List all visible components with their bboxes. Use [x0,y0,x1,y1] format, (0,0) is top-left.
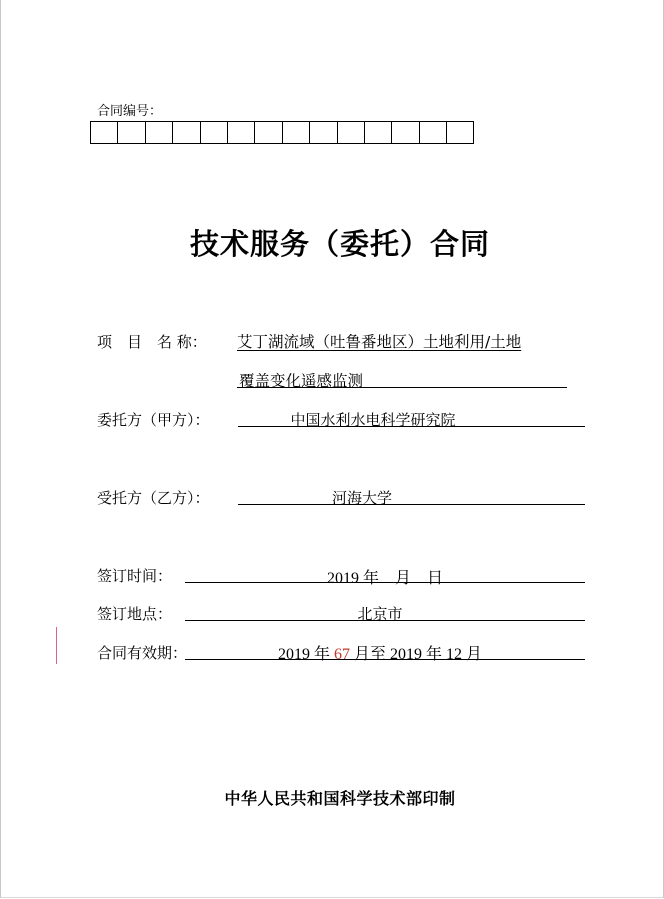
contract-number-cell[interactable] [201,121,228,144]
footer-printer: 中华人民共和国科学技术部印制 [224,789,456,808]
validity-value [185,641,575,664]
contract-number-cell[interactable] [283,121,310,144]
validity-label: 合同有效期： [97,644,188,662]
client-value: 中国水利水电科学研究院 [290,411,456,429]
contract-number-cell[interactable] [420,121,447,144]
project-name-underline [237,387,567,388]
contract-number-cell[interactable] [173,121,200,144]
document-title: 技术服务（委托）合同 [189,227,490,261]
project-name-line1: 艾丁湖流域（吐鲁番地区）土地利用/土地 [237,333,522,351]
contract-number-grid [90,121,474,144]
contract-number-cell[interactable] [392,121,419,144]
project-name-label: 项 目 名 称： [97,333,207,351]
contract-number-label: 合同编号： [97,104,163,119]
contract-number-cell[interactable] [255,121,282,144]
validity-highlight: 67 [334,646,350,663]
contract-number-cell[interactable] [447,121,474,144]
client-underline [238,426,585,427]
contract-number-cell[interactable] [365,121,392,144]
contract-number-cell[interactable] [91,121,118,144]
validity-prefix: 2019 年 [277,646,334,663]
validity-suffix: 月至 2019 年 12 月 [350,646,483,663]
contract-number-cell[interactable] [338,121,365,144]
sign-time-underline [185,582,585,583]
contract-number-cell[interactable] [310,121,337,144]
sign-place-value: 北京市 [357,605,403,623]
contractor-label: 受托方（乙方）： [97,489,210,507]
revision-mark [56,627,57,664]
project-name-line2: 覆盖变化遥感监测 [239,372,364,390]
validity-underline [185,659,585,660]
contract-number-cell[interactable] [118,121,145,144]
contractor-value: 河海大学 [331,489,392,507]
sign-time-value: 2019 年 月 日 [326,570,443,587]
sign-place-label: 签订地点： [97,605,173,623]
client-label: 委托方（甲方）： [97,411,210,429]
sign-time-label: 签订时间： [97,567,173,585]
contract-number-cell[interactable] [228,121,255,144]
sign-place-underline [185,620,585,621]
contractor-underline [238,504,585,505]
contract-number-cell[interactable] [146,121,173,144]
